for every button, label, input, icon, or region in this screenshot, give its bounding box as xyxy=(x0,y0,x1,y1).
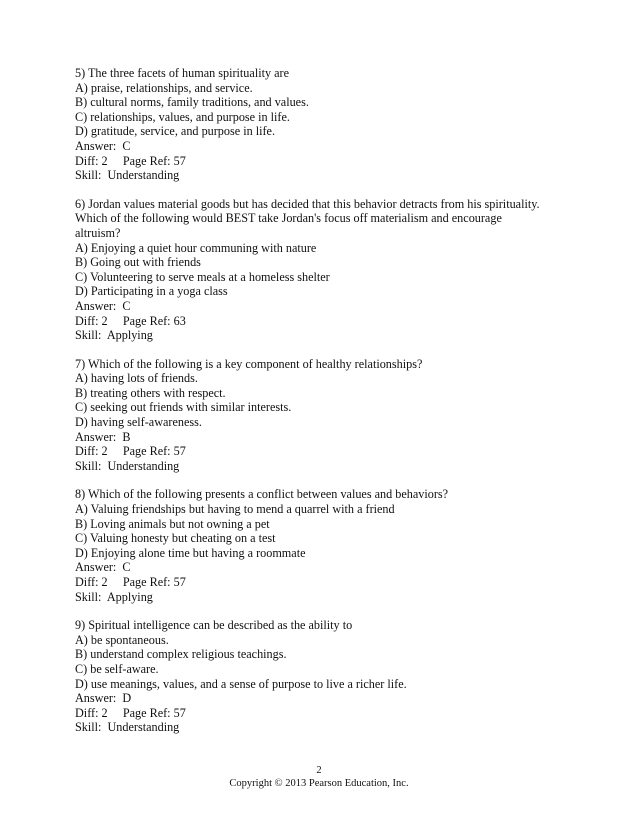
skill: Skill: Understanding xyxy=(75,720,180,735)
option-b: B) understand complex religious teachings. xyxy=(75,647,287,662)
option-b: B) Going out with friends xyxy=(75,255,201,270)
question-stem xyxy=(75,487,595,502)
page-number: 2 xyxy=(316,765,322,776)
option-c: C) relationships, values, and purpose in life. xyxy=(75,109,290,124)
skill: Skill: Applying xyxy=(75,328,153,343)
option-d: D) use meanings, values, and a sense of purpose to live a richer life. xyxy=(75,676,407,691)
question-text: 7) Which of the following is a key component of healthy relationships? xyxy=(75,356,423,371)
option-c: C) be self-aware. xyxy=(75,661,159,676)
answer: Answer: C xyxy=(75,138,131,153)
option-a: A) be spontaneous. xyxy=(75,632,169,647)
option-a: A) praise, relationships, and service. xyxy=(75,80,253,95)
difficulty-page-ref: Diff: 2 Page Ref: 57 xyxy=(75,705,186,720)
option-a: A) Enjoying a quiet hour communing with nature xyxy=(75,240,317,255)
question-text: 6) Jordan values material goods but has decided that this behavior detracts from his spirituality. xyxy=(75,196,540,211)
difficulty-page-ref: Diff: 2 Page Ref: 63 xyxy=(75,313,186,328)
option-c: C) Volunteering to serve meals at a homeless shelter xyxy=(75,269,330,284)
question-text: 9) Spiritual intelligence can be described as the ability to xyxy=(75,618,353,633)
option-b: B) Loving animals but not owning a pet xyxy=(75,516,270,531)
skill: Skill: Understanding xyxy=(75,168,180,183)
question-7 xyxy=(75,357,595,474)
option-b: B) treating others with respect. xyxy=(75,385,226,400)
question-6 xyxy=(75,197,595,343)
option-b: B) cultural norms, family traditions, and values. xyxy=(75,95,309,110)
difficulty-page-ref: Diff: 2 Page Ref: 57 xyxy=(75,444,186,459)
question-stem xyxy=(75,618,595,633)
option-a: A) having lots of friends. xyxy=(75,371,198,386)
question-5 xyxy=(75,66,595,183)
option-c: C) Valuing honesty but cheating on a test xyxy=(75,531,276,546)
option-d: D) having self-awareness. xyxy=(75,415,202,430)
answer: Answer: C xyxy=(75,298,131,313)
document-page xyxy=(75,66,595,749)
skill: Skill: Understanding xyxy=(75,458,180,473)
answer: Answer: D xyxy=(75,691,132,706)
question-text: altruism? xyxy=(75,225,121,240)
option-d: D) Enjoying alone time but having a roommate xyxy=(75,545,306,560)
answer: Answer: C xyxy=(75,560,131,575)
page-footer xyxy=(0,764,638,790)
question-stem xyxy=(75,357,595,372)
option-c: C) seeking out friends with similar interests. xyxy=(75,400,292,415)
difficulty-page-ref: Diff: 2 Page Ref: 57 xyxy=(75,575,186,589)
question-text: 8) Which of the following presents a conflict between values and behaviors? xyxy=(75,487,449,502)
skill: Skill: Applying xyxy=(75,589,153,604)
question-text: Which of the following would BEST take Jordan's focus off materialism and encourage xyxy=(75,211,502,226)
copyright-notice: Copyright © 2013 Pearson Education, Inc. xyxy=(229,778,409,789)
question-stem xyxy=(75,197,595,241)
answer: Answer: B xyxy=(75,429,131,444)
question-stem xyxy=(75,66,595,81)
option-a: A) Valuing friendships but having to mend a quarrel with a friend xyxy=(75,502,395,517)
question-9 xyxy=(75,618,595,735)
question-8 xyxy=(75,487,595,604)
option-d: D) gratitude, service, and purpose in life. xyxy=(75,124,276,139)
question-text: 5) The three facets of human spirituality are xyxy=(75,66,289,80)
difficulty-page-ref: Diff: 2 Page Ref: 57 xyxy=(75,153,186,168)
option-d: D) Participating in a yoga class xyxy=(75,284,228,299)
